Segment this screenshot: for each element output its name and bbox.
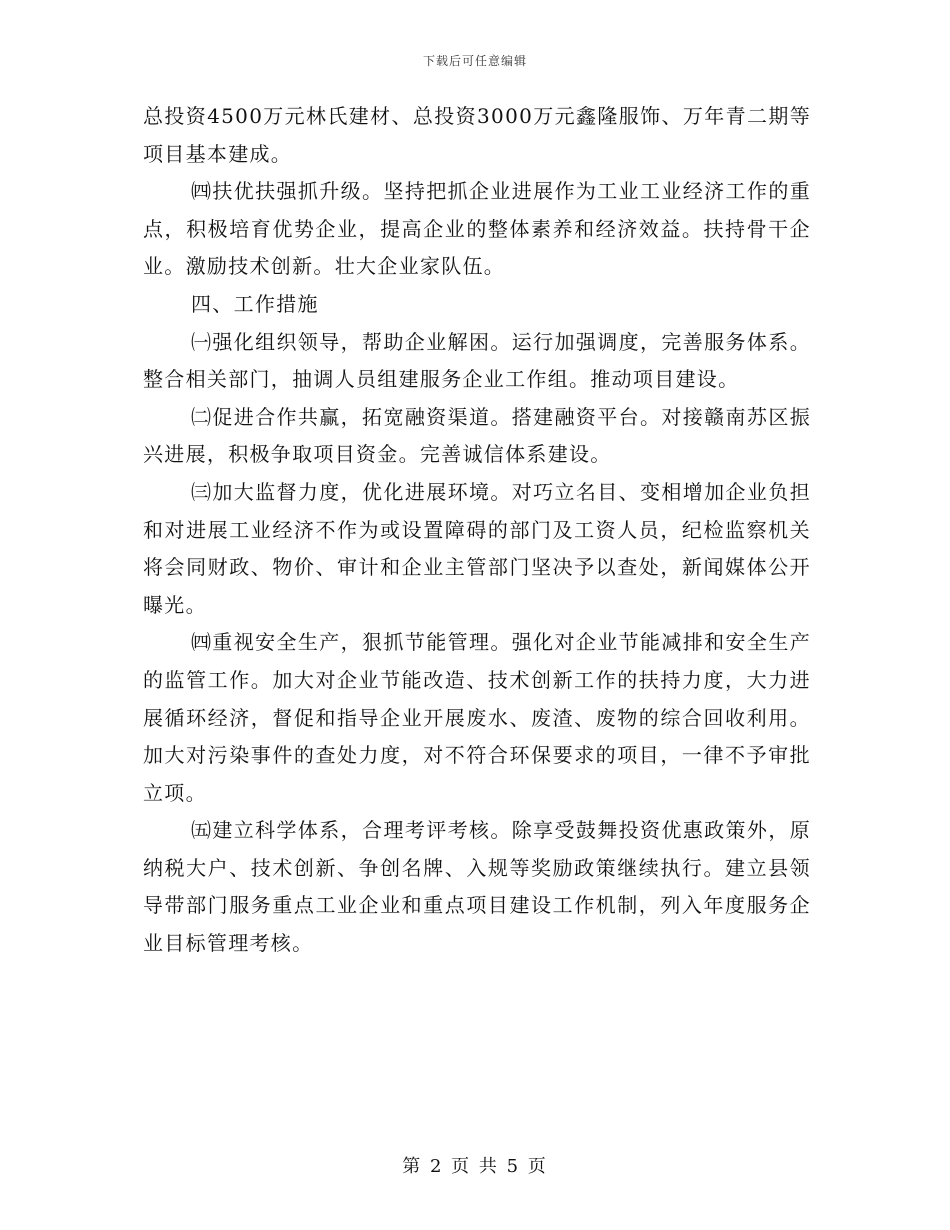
paragraph-item-4-support: ㈣扶优扶强抓升级。坚持把抓企业进展作为工业工业经济工作的重点，积极培育优势企业，提高企业的整体素养和经济效益。扶持骨干企业。激励技术创新。壮大企业家队伍。	[143, 179, 811, 279]
paragraph-measure-4: ㈣重视安全生产，狠抓节能管理。强化对企业节能减排和安全生产的监管工作。加大对企业节能改造、技术创新工作的扶持力度，大力进展循环经济，督促和指导企业开展废水、废渣、废物的综合回收利用。加大对污染事件的查处力度，对不符合环保要求的项目，一律不予审批立项。	[143, 630, 811, 805]
section-heading-work-measures: 四、工作措施	[191, 291, 319, 316]
paragraph-continued: 总投资4500万元林氏建材、总投资3000万元鑫隆服饰、万年青二期等项目基本建成。	[143, 104, 811, 166]
paragraph-measure-2: ㈡促进合作共赢，拓宽融资渠道。搭建融资平台。对接赣南苏区振兴进展，积极争取项目资金。完善诚信体系建设。	[143, 404, 811, 467]
paragraph-measure-1: ㈠强化组织领导，帮助企业解困。运行加强调度，完善服务体系。整合相关部门，抽调人员组建服务企业工作组。推动项目建设。	[143, 329, 811, 392]
paragraph-measure-3: ㈢加大监督力度，优化进展环境。对巧立名目、变相增加企业负担和对进展工业经济不作为或设置障碍的部门及工资人员，纪检监察机关将会同财政、物价、审计和企业主管部门坚决予以查处，新闻媒体公开曝光。	[143, 479, 811, 617]
page-number: 第 2 页 共 5 页	[402, 1156, 548, 1177]
page-header: 下载后可任意编辑	[422, 54, 527, 68]
paragraph-measure-5: ㈤建立科学体系，合理考评考核。除享受鼓舞投资优惠政策外，原纳税大户、技术创新、争创名牌、入规等奖励政策继续执行。建立县领导带部门服务重点工业企业和重点项目建设工作机制，列入年度服务企业目标管理考核。	[143, 818, 811, 956]
document-body	[143, 98, 811, 963]
